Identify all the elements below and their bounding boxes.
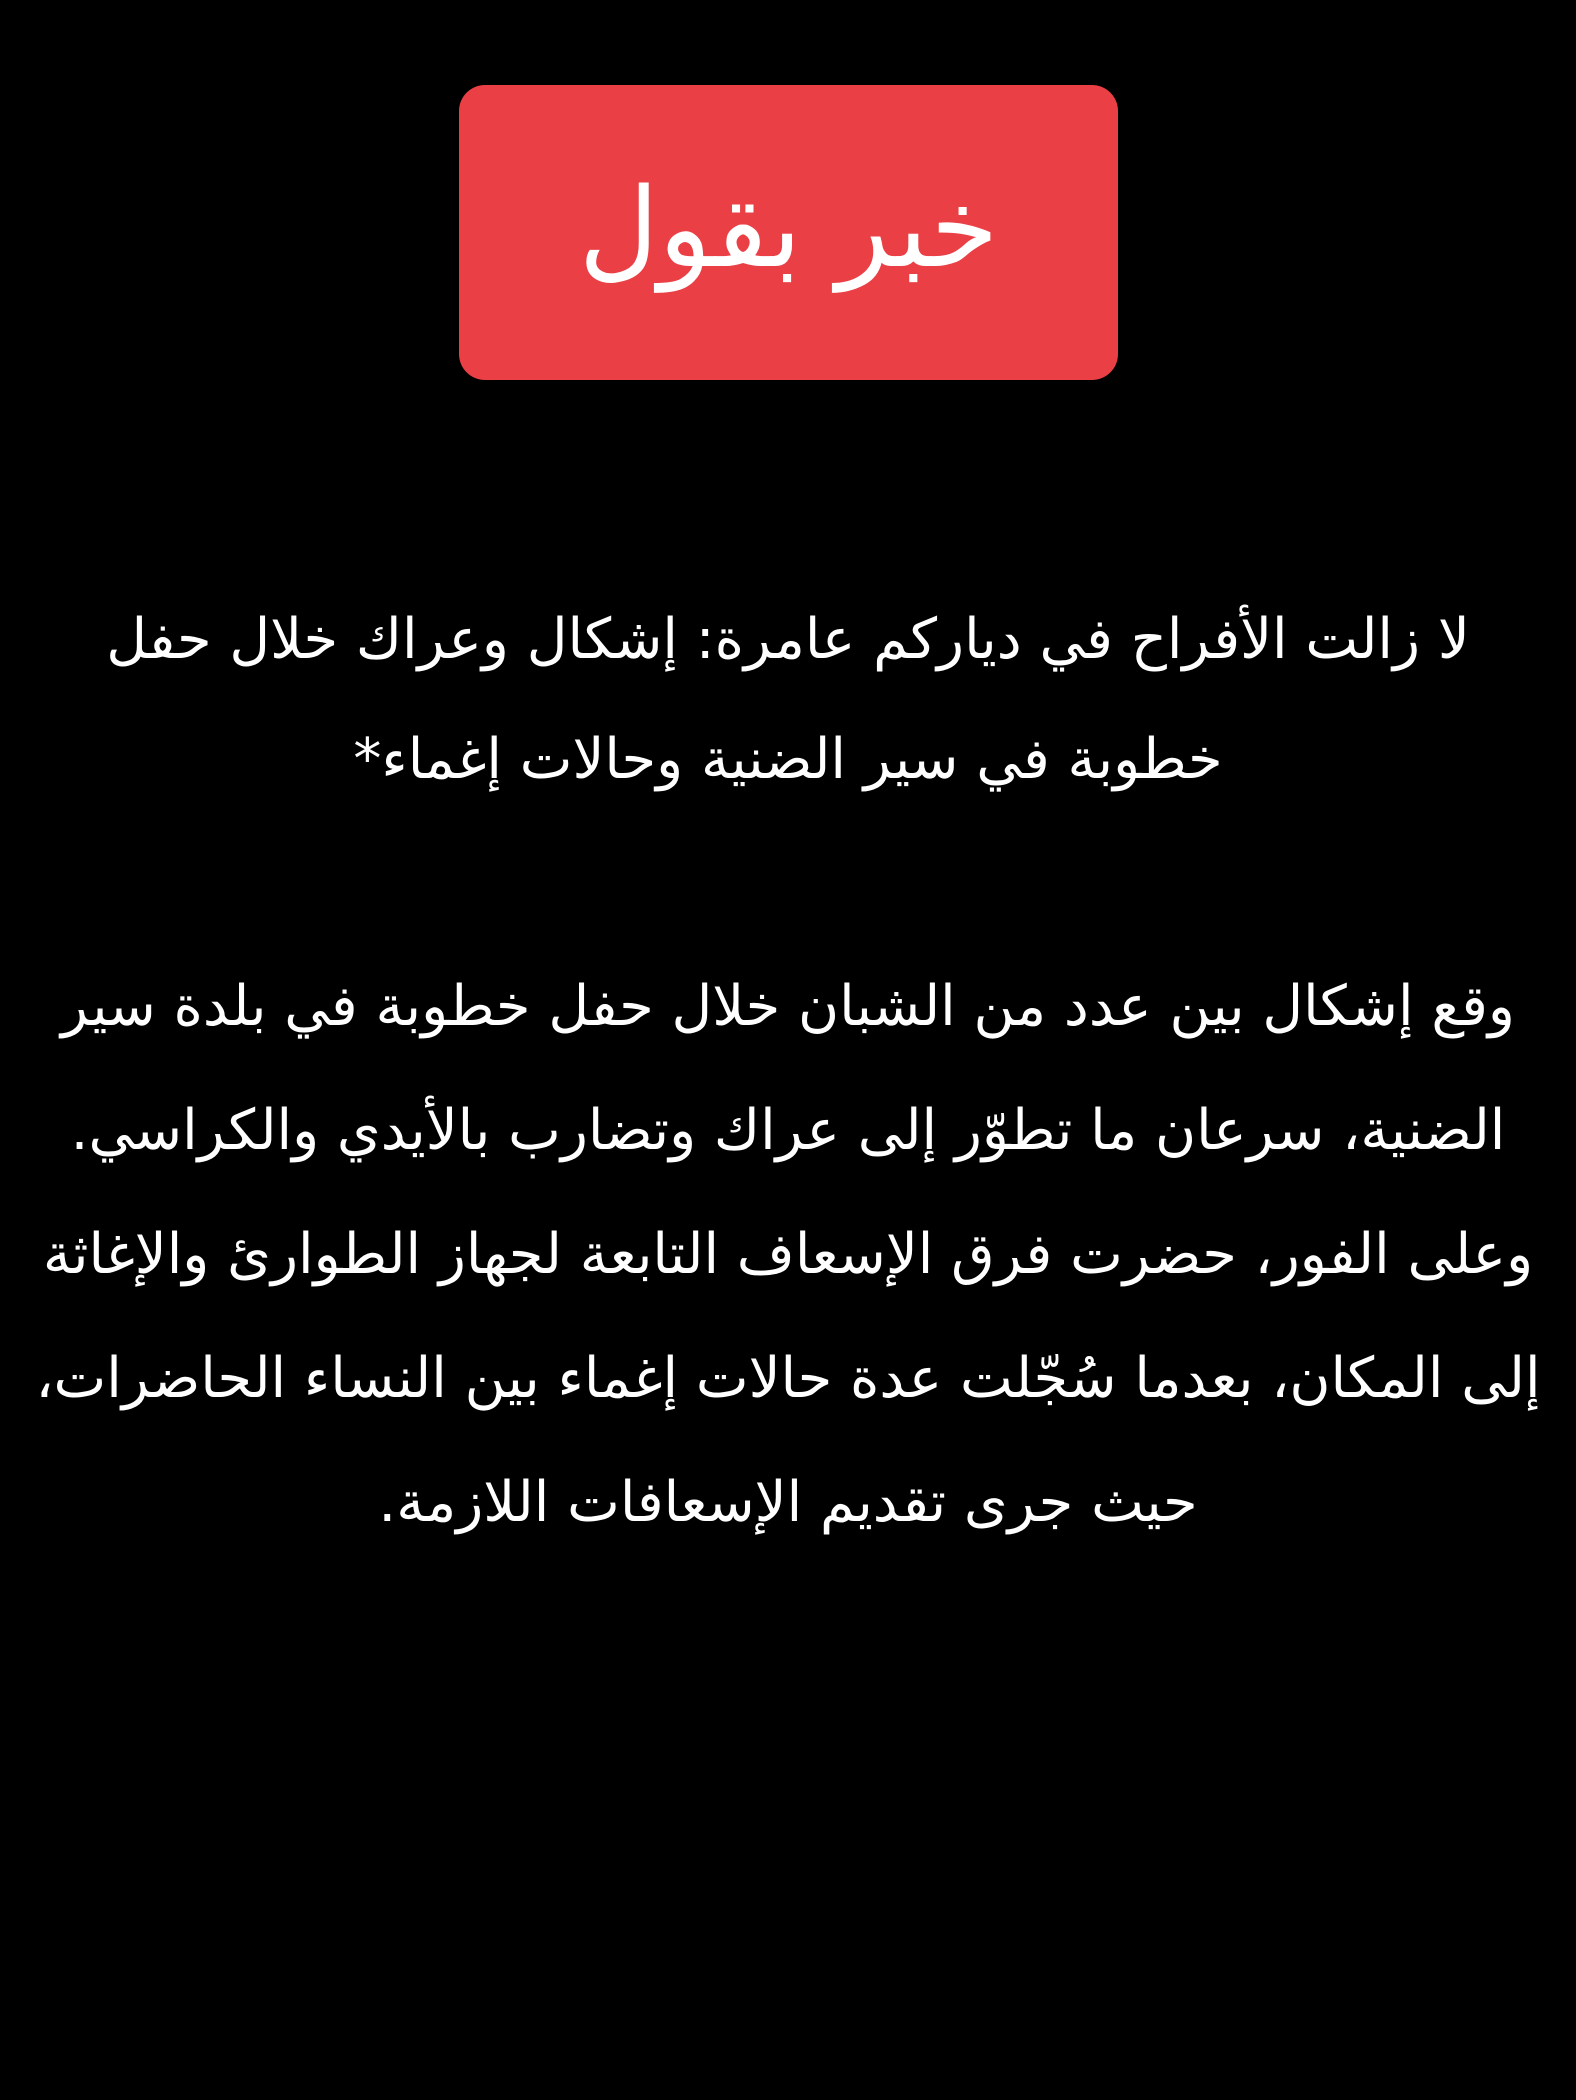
article-body: وقع إشكال بين عدد من الشبان خلال حفل خطوبة في بلدة سير الضنية، سرعان ما تطوّر إلى عراك وتضارب بالأيدي والكراسي. وعلى الفور، حضرت فرق الإسعاف التابعة لجهاز الطوارئ والإغاثة إلى المكان، بعدما سُجّلت عدة حالات إغماء بين النساء الحاضرات، حيث جرى تقديم الإسعافات اللازمة. (35, 974, 1541, 1535)
article-headline: لا زالت الأفراح في دياركم عامرة: إشكال وعراك خلال حفل خطوبة في سير الضنية وحالات إغماء* (106, 607, 1470, 792)
badge-label: خبر بقول (578, 163, 999, 292)
news-badge (459, 85, 1118, 380)
